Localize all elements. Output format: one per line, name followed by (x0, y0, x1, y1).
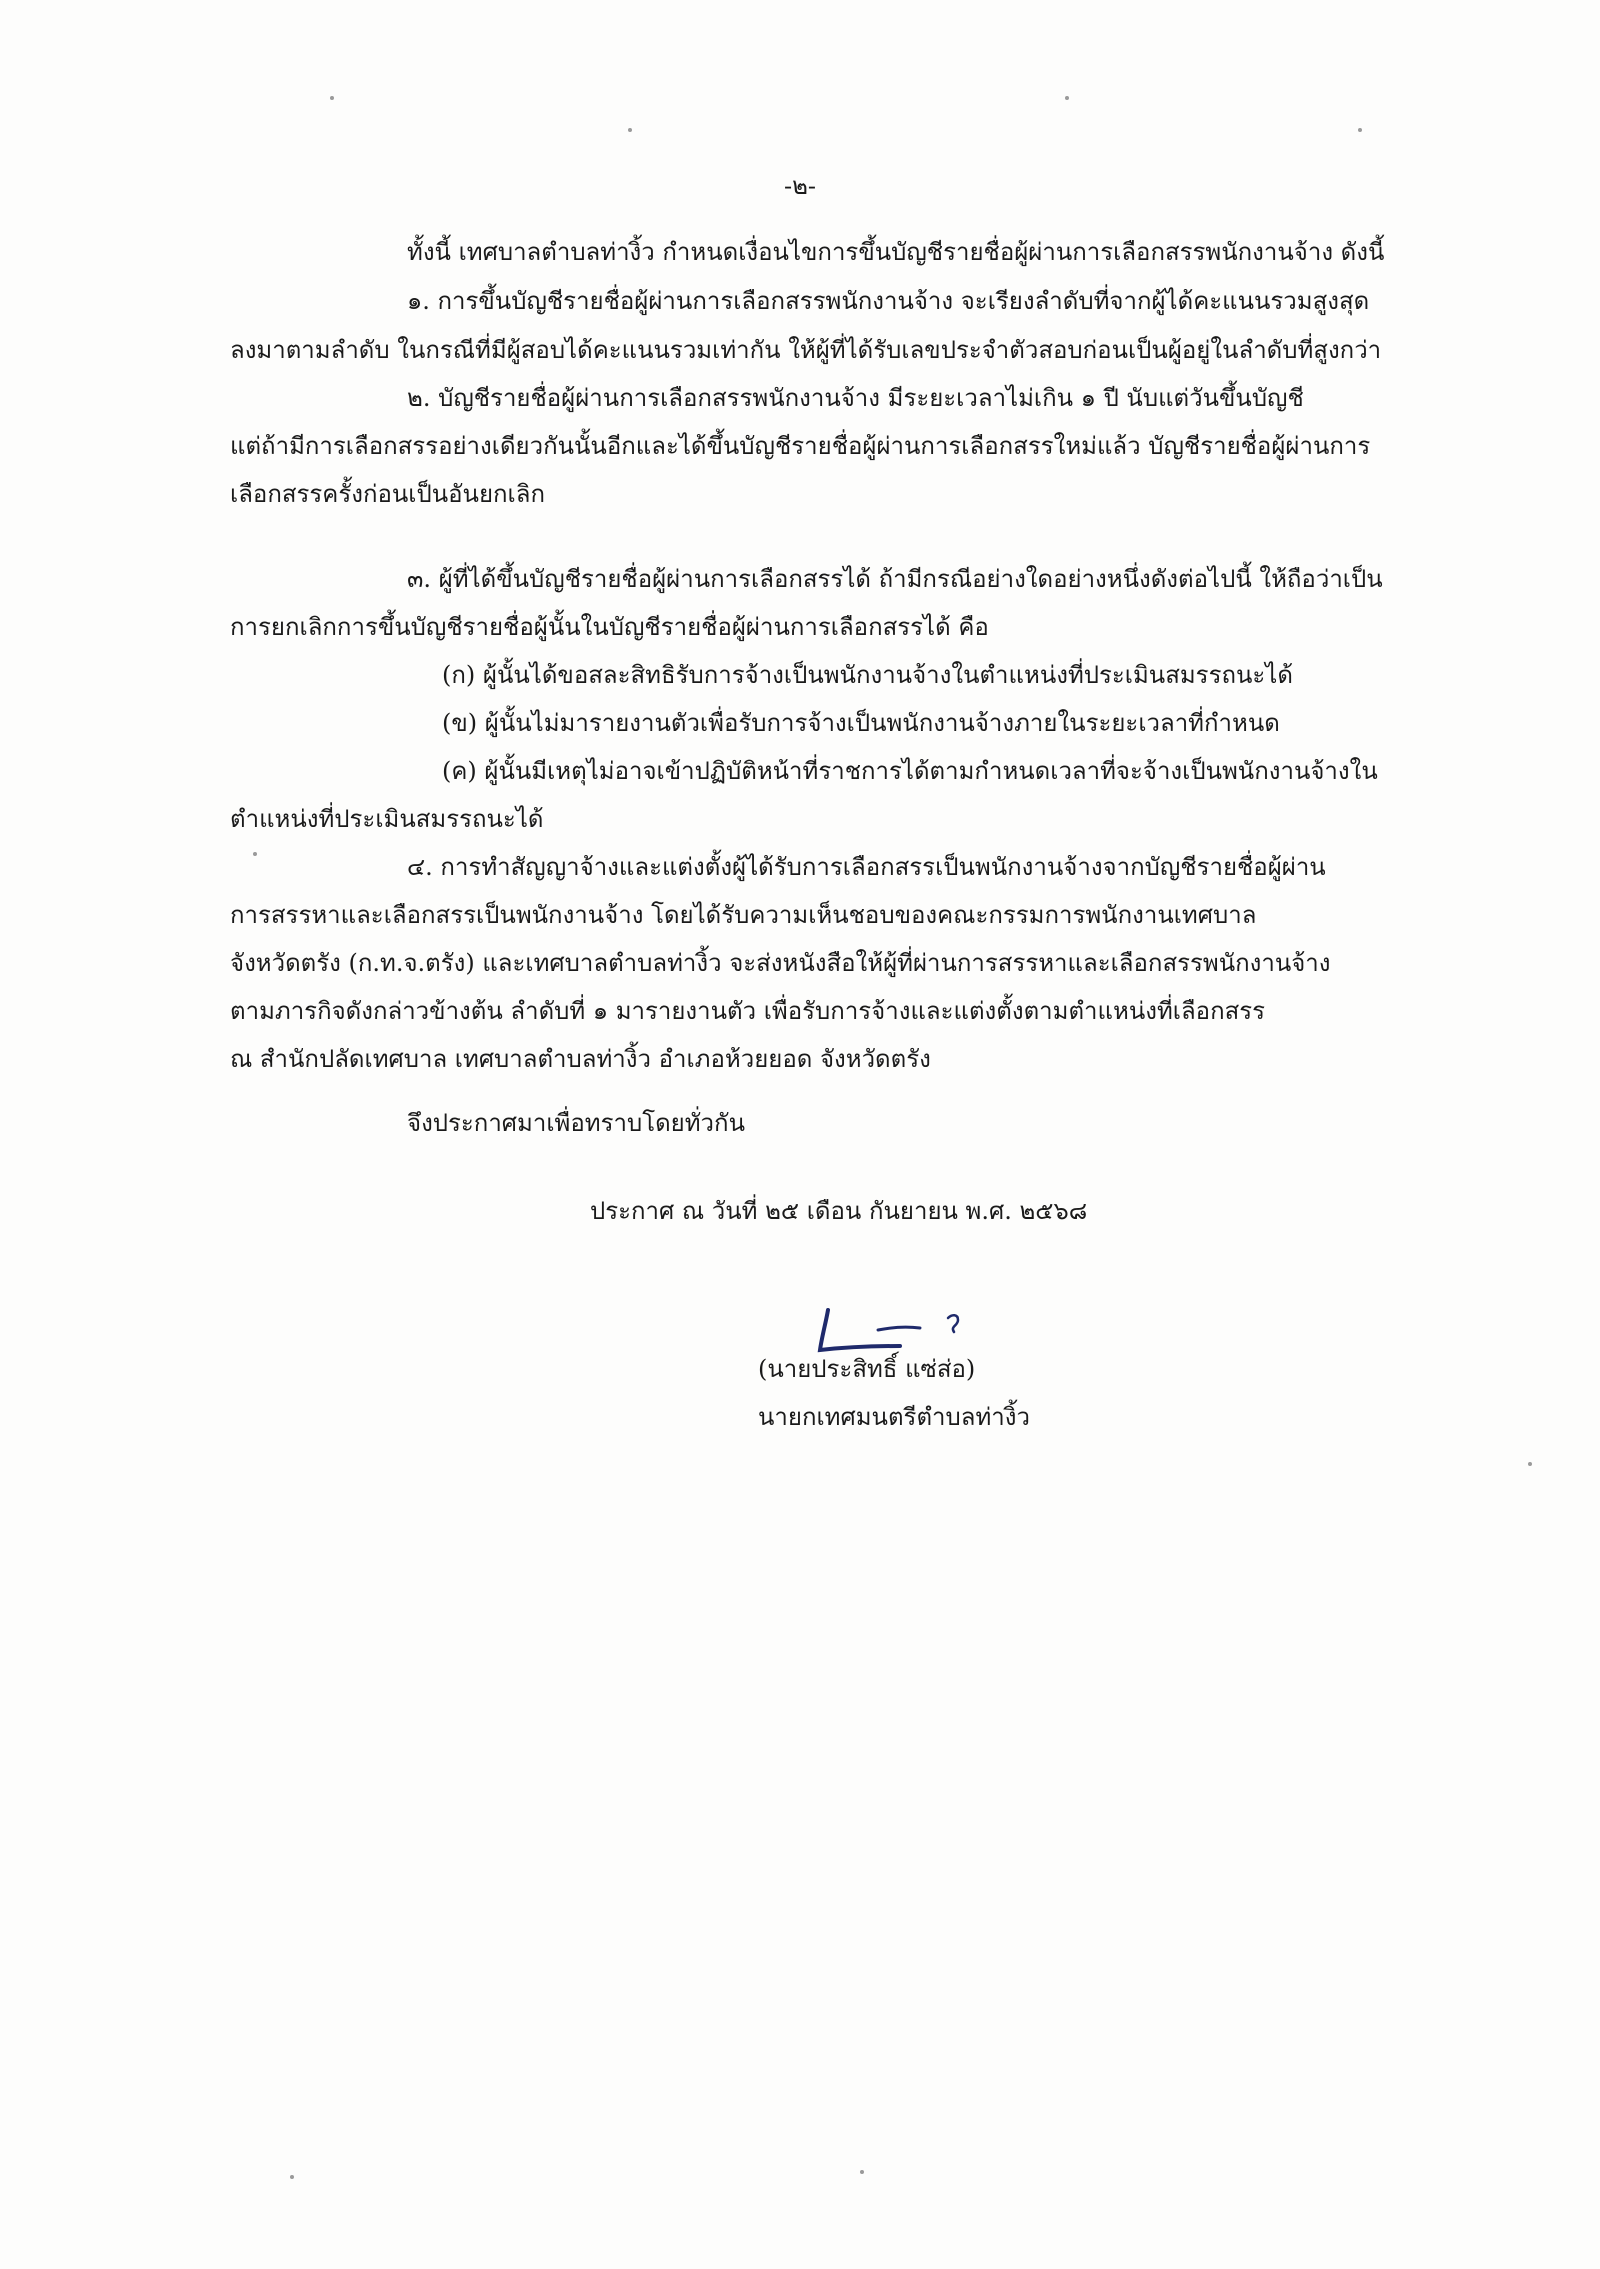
announcement-date: ประกาศ ณ วันที่ ๒๕ เดือน กันยายน พ.ศ. ๒๕๖๘ (590, 1197, 1088, 1225)
scan-speck (1528, 1462, 1532, 1466)
condition-1-line-1: ๑. การขึ้นบัญชีรายชื่อผู้ผ่านการเลือกสรรพนักงานจ้าง จะเรียงลำดับที่จากผู้ได้คะแนนรวมสูงสุด (407, 287, 1370, 315)
condition-2-line-1: ๒. บัญชีรายชื่อผู้ผ่านการเลือกสรรพนักงานจ้าง มีระยะเวลาไม่เกิน ๑ ปี นับแต่วันขึ้นบัญชี (407, 384, 1304, 412)
signer-name: (นายประสิทธิ์ แซ่ส่อ) (758, 1355, 976, 1383)
scan-speck (628, 128, 632, 132)
condition-3-item-c-line-1: (ค) ผู้นั้นมีเหตุไม่อาจเข้าปฏิบัติหน้าที่ราชการได้ตามกำหนดเวลาที่จะจ้างเป็นพนักงานจ้างใน (442, 757, 1378, 785)
scan-speck (253, 852, 257, 856)
condition-4-line-3: จังหวัดตรัง (ก.ท.จ.ตรัง) และเทศบาลตำบลท่างิ้ว จะส่งหนังสือให้ผู้ที่ผ่านการสรรหาและเลือกสรรพนักงานจ้าง (230, 949, 1331, 977)
condition-3-item-c-line-2: ตำแหน่งที่ประเมินสมรรถนะได้ (230, 805, 544, 833)
condition-3-line-1: ๓. ผู้ที่ได้ขึ้นบัญชีรายชื่อผู้ผ่านการเลือกสรรได้ ถ้ามีกรณีอย่างใดอย่างหนึ่งดังต่อไปนี้ ให้ถือว่าเป็น (407, 565, 1383, 593)
condition-2-line-2: แต่ถ้ามีการเลือกสรรอย่างเดียวกันนั้นอีกและได้ขึ้นบัญชีรายชื่อผู้ผ่านการเลือกสรรใหม่แล้ว บัญชีรายชื่อผู้ผ่านการ (230, 432, 1371, 460)
condition-4-line-5: ณ สำนักปลัดเทศบาล เทศบาลตำบลท่างิ้ว อำเภอห้วยยอด จังหวัดตรัง (230, 1045, 931, 1073)
scan-speck (1065, 96, 1069, 100)
condition-3-item-b: (ข) ผู้นั้นไม่มารายงานตัวเพื่อรับการจ้างเป็นพนักงานจ้างภายในระยะเวลาที่กำหนด (442, 709, 1280, 737)
signer-title: นายกเทศมนตรีตำบลท่างิ้ว (758, 1403, 1030, 1431)
condition-3-item-a: (ก) ผู้นั้นได้ขอสละสิทธิรับการจ้างเป็นพนักงานจ้างในตำแหน่งที่ประเมินสมรรถนะได้ (442, 661, 1293, 689)
scan-speck (860, 2170, 864, 2174)
page-number: -๒- (783, 172, 817, 200)
scan-speck (1358, 128, 1362, 132)
condition-2-line-3: เลือกสรรครั้งก่อนเป็นอันยกเลิก (230, 480, 545, 508)
condition-4-line-1: ๔. การทำสัญญาจ้างและแต่งตั้งผู้ได้รับการเลือกสรรเป็นพนักงานจ้างจากบัญชีรายชื่อผู้ผ่าน (407, 853, 1326, 881)
conditions-intro: ทั้งนี้ เทศบาลตำบลท่างิ้ว กำหนดเงื่อนไขการขึ้นบัญชีรายชื่อผู้ผ่านการเลือกสรรพนักงานจ้าง ดังนี้ (407, 238, 1385, 266)
scan-speck (330, 96, 334, 100)
scan-speck (290, 2175, 294, 2179)
condition-4-line-4: ตามภารกิจดังกล่าวข้างต้น ลำดับที่ ๑ มารายงานตัว เพื่อรับการจ้างและแต่งตั้งตามตำแหน่งที่เลือกสรร (230, 997, 1266, 1025)
condition-1-line-2: ลงมาตามลำดับ ในกรณีที่มีผู้สอบได้คะแนนรวมเท่ากัน ให้ผู้ที่ได้รับเลขประจำตัวสอบก่อนเป็นผู้อยู่ในลำดับที่สูงกว่า (230, 336, 1382, 364)
closing-statement: จึงประกาศมาเพื่อทราบโดยทั่วกัน (407, 1109, 745, 1137)
condition-4-line-2: การสรรหาและเลือกสรรเป็นพนักงานจ้าง โดยได้รับความเห็นชอบของคณะกรรมการพนักงานเทศบาล (230, 901, 1257, 929)
condition-3-line-2: การยกเลิกการขึ้นบัญชีรายชื่อผู้นั้นในบัญชีรายชื่อผู้ผ่านการเลือกสรรได้ คือ (230, 613, 989, 641)
